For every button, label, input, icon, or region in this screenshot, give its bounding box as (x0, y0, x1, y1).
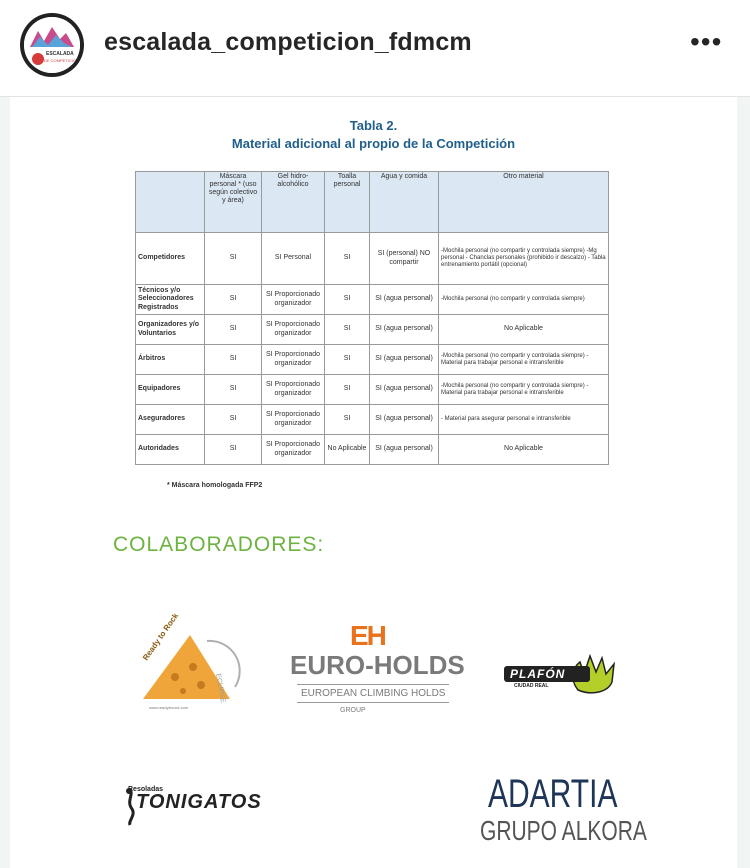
avatar-text-2: DE COMPETICIÓN (44, 58, 79, 63)
euroholds-name: EURO-HOLDS (290, 650, 465, 680)
ready-to-rock-url: www.readytorock.com (149, 705, 189, 710)
post-image (0, 97, 750, 868)
cell-gel: SI Proporcionado organizador (262, 315, 325, 345)
cell-mascara: SI (205, 233, 262, 285)
cell-toalla: SI (325, 345, 370, 375)
cell-gel: SI Personal (262, 233, 325, 285)
plafon-sub: CIUDAD REAL (514, 683, 549, 689)
adartia-sub: GRUPO ALKORA (480, 815, 647, 846)
cell-gel: SI Proporcionado organizador (262, 405, 325, 435)
profile-avatar[interactable] (20, 13, 84, 77)
cell-agua: SI (personal) NO compartir (370, 233, 439, 285)
cell-toalla: SI (325, 315, 370, 345)
row-role: Autoridades (136, 435, 205, 465)
cell-agua: SI (agua personal) (370, 375, 439, 405)
ready-to-rock-name: Ready to Rock (141, 611, 181, 663)
cell-agua: SI (agua personal) (370, 345, 439, 375)
cell-gel: SI Proporcionado organizador (262, 345, 325, 375)
table-footnote: * Máscara homologada FFP2 (167, 482, 263, 489)
ready-to-rock-sub: ECLIPSE (214, 673, 227, 704)
adartia-name: ADARTIA (488, 772, 618, 816)
tonigatos-small: Resoladas (128, 786, 164, 793)
table-row (136, 435, 609, 465)
cell-toalla: SI (325, 285, 370, 315)
colaboradores-heading: COLABORADORES: (113, 533, 325, 556)
table-label: Tabla 2. (349, 118, 398, 133)
table-row (136, 345, 609, 375)
row-role: Árbitros (136, 345, 205, 375)
euroholds-mark-icon: EH (350, 620, 385, 651)
cell-otro: -Mochila personal (no compartir y controlada siempre) (439, 285, 609, 315)
cell-mascara: SI (205, 315, 262, 345)
cell-otro: -Mochila personal (no compartir y controlada siempre) - Material para trabajar personal e intransferible (439, 375, 609, 405)
cell-toalla: SI (325, 233, 370, 285)
table-header-row (136, 172, 609, 233)
avatar-text-1: ESCALADA (46, 51, 74, 57)
table-row (136, 315, 609, 345)
cell-otro: No Aplicable (439, 435, 609, 465)
header-mascara: Máscara personal * (uso según colectivo y área) (205, 172, 262, 233)
cell-toalla: SI (325, 405, 370, 435)
table-row (136, 233, 609, 285)
cell-mascara: SI (205, 285, 262, 315)
row-role: Equipadores (136, 375, 205, 405)
row-role: Organizadores y/o Voluntarios (136, 315, 205, 345)
cell-gel: SI Proporcionado organizador (262, 435, 325, 465)
header-agua: Agua y comida (370, 172, 439, 233)
cell-agua: SI (agua personal) (370, 435, 439, 465)
tonigatos-name: TONIGATOS (136, 791, 262, 813)
document-page (10, 97, 737, 868)
cell-mascara: SI (205, 345, 262, 375)
cell-otro: - Material para asegurar personal e intransferible (439, 405, 609, 435)
table-title: Material adicional al propio de la Competición (231, 136, 516, 151)
post-header (0, 0, 750, 97)
header-gel: Gel hidro-alcohólico (262, 172, 325, 233)
avatar-logo (24, 17, 80, 73)
table-row (136, 375, 609, 405)
header-otro: Otro material (439, 172, 609, 233)
row-role: Aseguradores (136, 405, 205, 435)
cell-agua: SI (agua personal) (370, 405, 439, 435)
cell-toalla: SI (325, 375, 370, 405)
row-role: Técnicos y/o Seleccionadores Registrados (136, 285, 205, 315)
cell-gel: SI Proporcionado organizador (262, 285, 325, 315)
plafon-name: PLAFÓN (510, 667, 566, 681)
ready-to-rock-logo (135, 611, 245, 717)
cell-mascara: SI (205, 375, 262, 405)
euroholds-sub: EUROPEAN CLIMBING HOLDS (297, 684, 449, 703)
cell-otro: No Aplicable (439, 315, 609, 345)
cell-toalla: No Aplicable (325, 435, 370, 465)
post-username[interactable]: escalada_competicion_fdmcm (104, 28, 472, 56)
cell-otro: -Mochila personal (no compartir y controlada siempre) - Material para trabajar personal e intransferible (439, 345, 609, 375)
header-empty (136, 172, 205, 233)
table-row (136, 405, 609, 435)
more-options-icon[interactable]: ••• (690, 26, 723, 57)
table-row (136, 285, 609, 315)
cell-gel: SI Proporcionado organizador (262, 375, 325, 405)
row-role: Competidores (136, 233, 205, 285)
plafon-logo (500, 650, 625, 698)
euroholds-group: GROUP (340, 707, 366, 714)
cell-agua: SI (agua personal) (370, 285, 439, 315)
cell-otro: -Mochila personal (no compartir y controlada siempre) -Mg personal - Chanclas personales (prohibido ir descalzo) - Tabla entrenamiento portátil (opcional) (439, 233, 609, 285)
cell-mascara: SI (205, 405, 262, 435)
cell-agua: SI (agua personal) (370, 315, 439, 345)
material-table (135, 171, 609, 465)
header-toalla: Toalla personal (325, 172, 370, 233)
cell-mascara: SI (205, 435, 262, 465)
